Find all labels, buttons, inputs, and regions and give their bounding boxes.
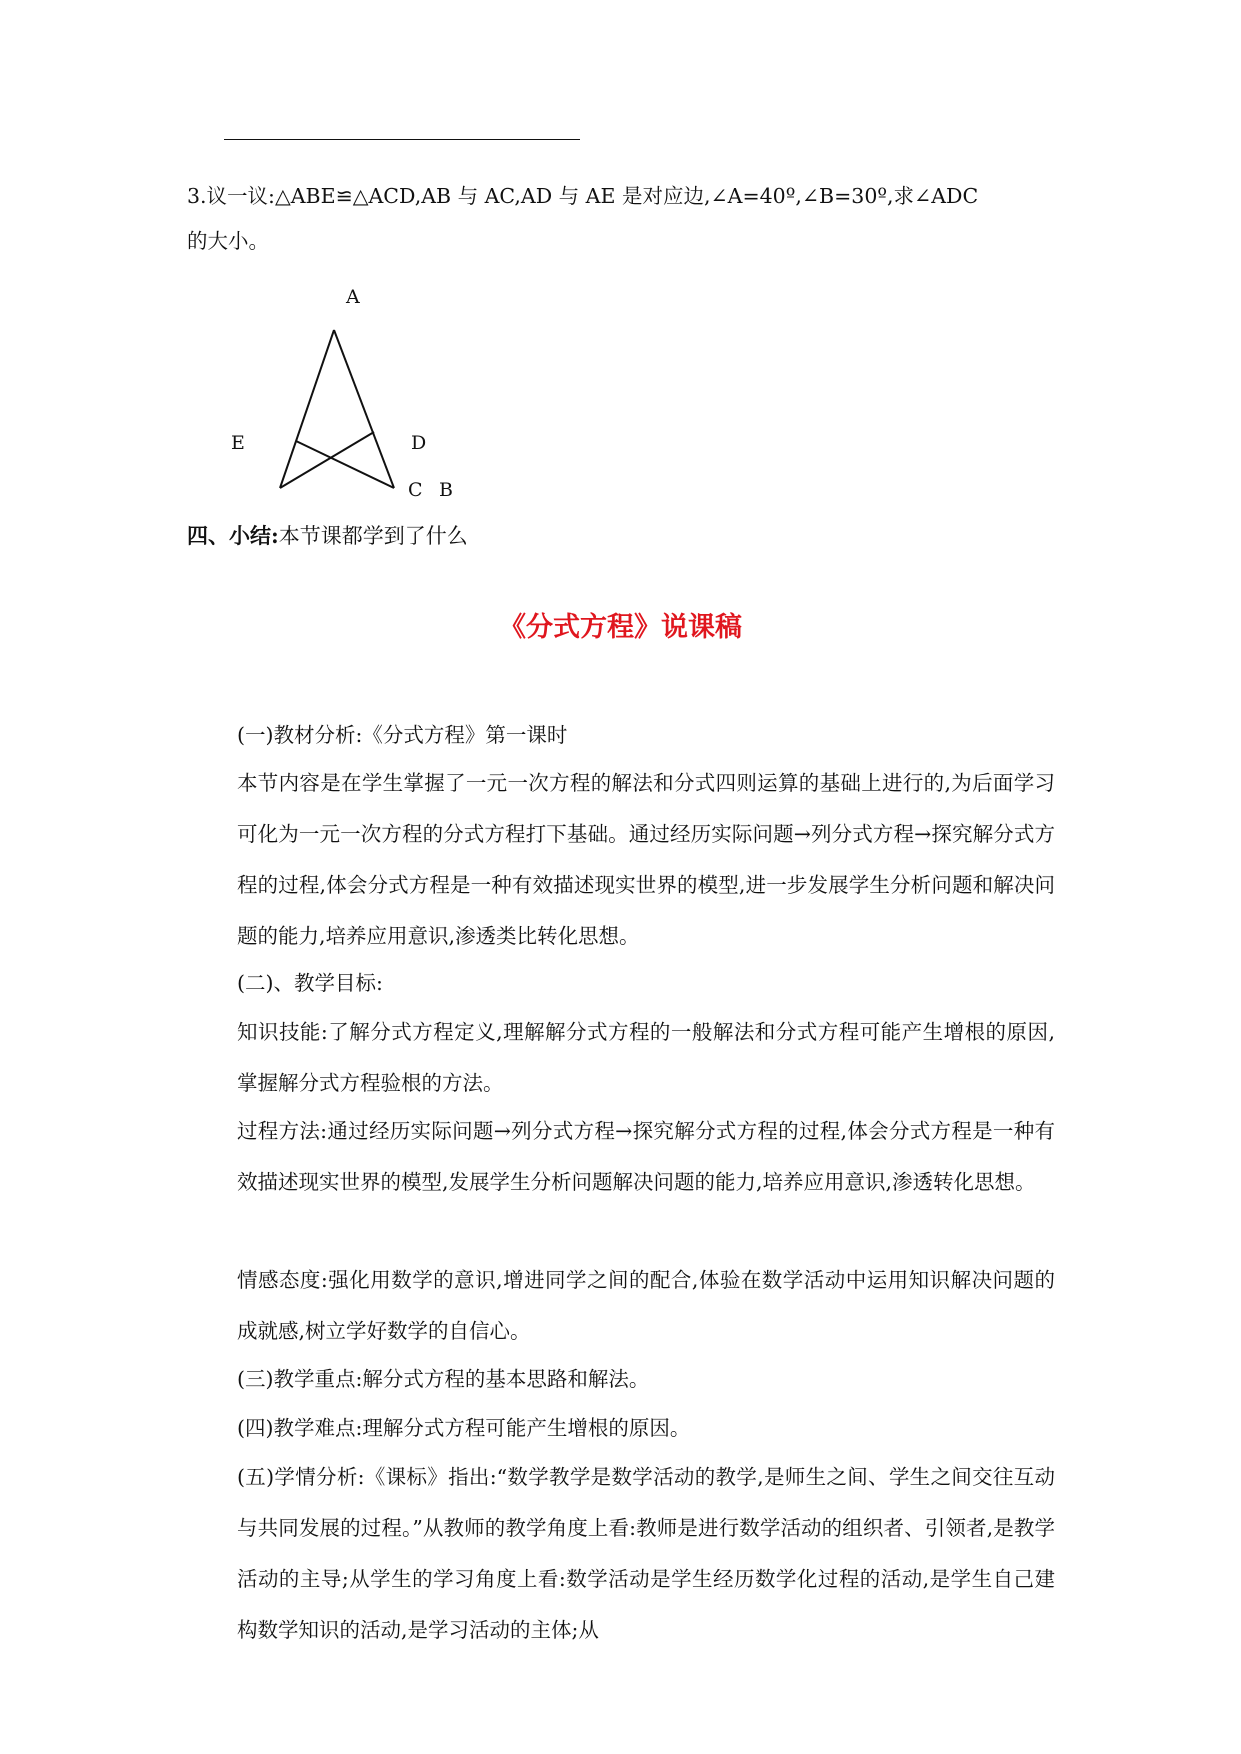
summary-text: 本节课都学到了什么: [278, 524, 468, 548]
section-5: (五)学情分析:《课标》指出:“数学教学是数学活动的教学,是师生之间、学生之间交往互动与共同发展的过程。”从教师的教学角度上看:教师是进行数学活动的组织者、引领者,是教学活动的主导;从学生的学习角度上看:数学活动是学生经历数学化过程的活动,是学生自己建构数学知识的活动,是学习活动的主体;从: [237, 1465, 1055, 1642]
answer-blank-line: [224, 139, 580, 140]
section-2-emotion: 情感态度:强化用数学的意识,增进同学之间的配合,体验在数学活动中运用知识解决问题的成就感,树立学好数学的自信心。: [237, 1268, 1055, 1343]
question-line-1: 3.议一议:△ABE≌△ACD,AB 与 AC,AD 与 AE 是对应边,∠A=40º,∠B=30º,求∠ADC: [187, 184, 979, 208]
segment-ED: [280, 432, 374, 488]
summary: [187, 521, 468, 551]
vertex-label-B: B: [439, 479, 453, 501]
section-1-heading: (一)教材分析:《分式方程》第一课时: [237, 723, 568, 747]
segment-AE: [280, 330, 334, 488]
triangle-figure: [220, 278, 480, 508]
vertex-label-C: C: [408, 479, 423, 501]
section-4: (四)教学难点:理解分式方程可能产生增根的原因。: [237, 1416, 691, 1440]
vertex-label-E: E: [231, 432, 245, 454]
doc-title: 《分式方程》说课稿: [499, 612, 742, 643]
section-1-paragraph: 本节内容是在学生掌握了一元一次方程的解法和分式四则运算的基础上进行的,为后面学习可化为一元一次方程的分式方程打下基础。通过经历实际问题→列分式方程→探究解分式方程的过程,体会分式方程是一种有效描述现实世界的模型,进一步发展学生分析问题和解决问题的能力,培养应用意识,渗透类比转化思想。: [237, 771, 1055, 948]
question-3: [187, 174, 1055, 264]
section-2-knowledge: 知识技能:了解分式方程定义,理解解分式方程的一般解法和分式方程可能产生增根的原因,掌握解分式方程验根的方法。: [237, 1020, 1055, 1095]
vertex-label-D: D: [411, 432, 427, 454]
question-line-2: 的大小。: [187, 229, 269, 253]
section-3: (三)教学重点:解分式方程的基本思路和解法。: [237, 1367, 650, 1391]
section-2-process: 过程方法:通过经历实际问题→列分式方程→探究解分式方程的过程,体会分式方程是一种有效描述现实世界的模型,发展学生分析问题解决问题的能力,培养应用意识,渗透转化思想。: [237, 1119, 1055, 1194]
summary-heading: 四、小结:: [187, 523, 279, 548]
section-2-heading: (二)、教学目标:: [237, 971, 383, 995]
vertex-label-A: A: [346, 286, 360, 308]
